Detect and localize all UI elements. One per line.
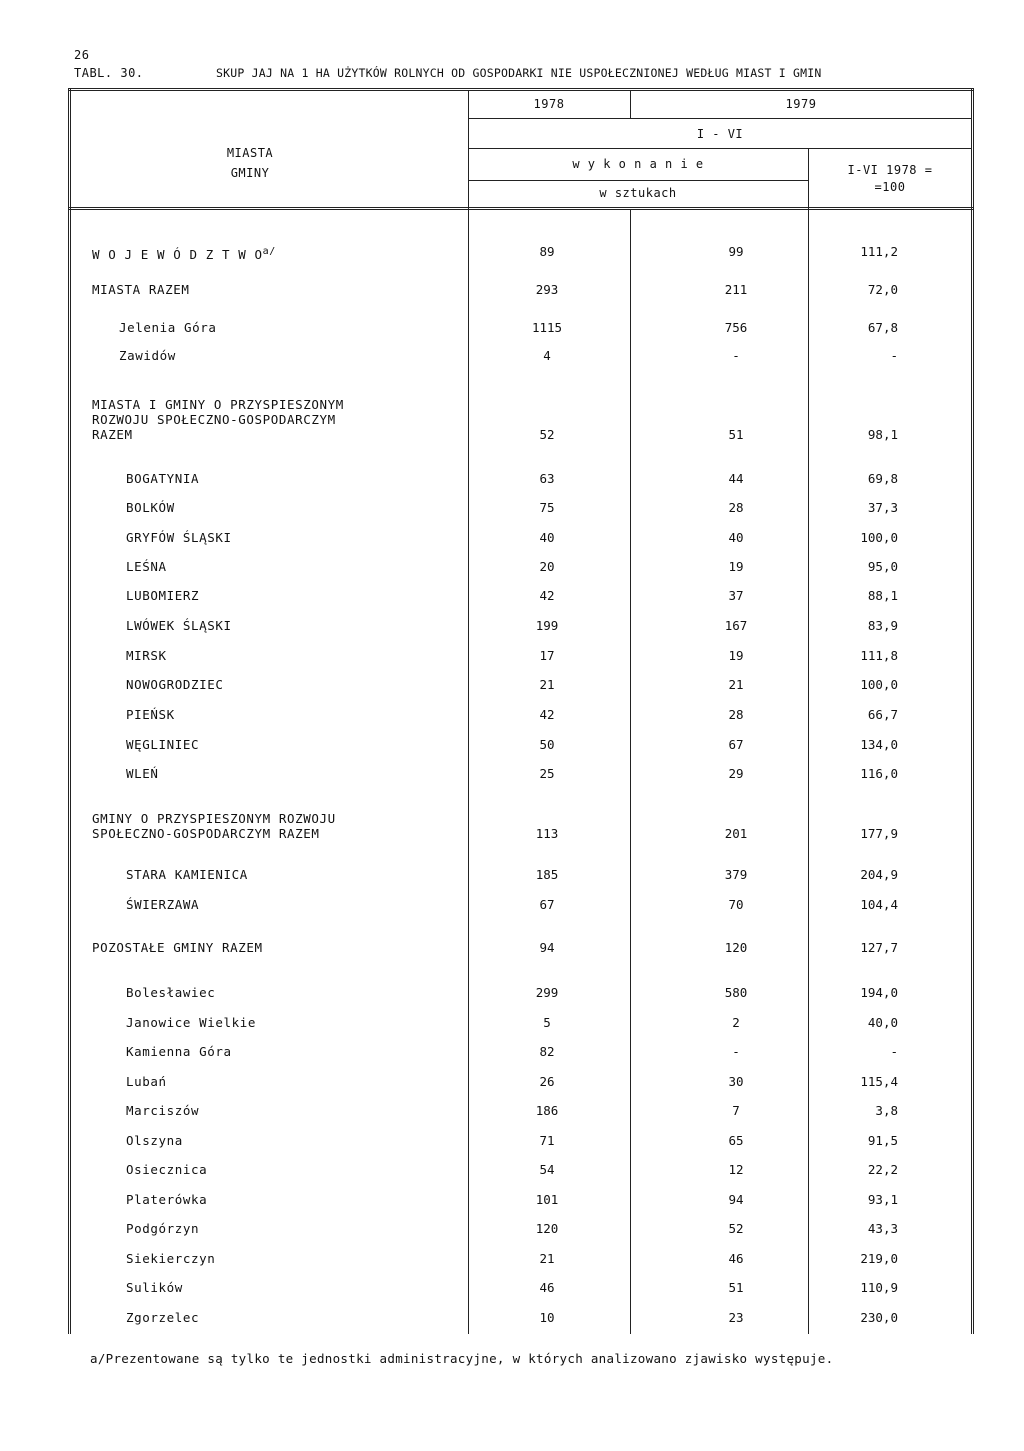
cell-1979: 379 xyxy=(724,867,748,882)
row-name: ŚWIERZAWA xyxy=(126,897,200,912)
cell-1978: 63 xyxy=(539,471,555,486)
unit-header: w sztukach xyxy=(599,186,677,200)
cell-index: 67,8 xyxy=(867,320,898,335)
cell-1979: 99 xyxy=(728,244,744,259)
cell-index: 72,0 xyxy=(867,282,898,297)
year-1978-header: 1978 xyxy=(533,97,565,111)
cell-1978: 17 xyxy=(539,648,555,663)
cell-1978: 42 xyxy=(539,707,555,722)
cell-1979: 12 xyxy=(728,1162,744,1177)
row-name: Zgorzelec xyxy=(126,1310,200,1325)
cell-index: 95,0 xyxy=(867,559,898,574)
cell-1979: 30 xyxy=(728,1074,744,1089)
cell-index: 219,0 xyxy=(860,1251,898,1266)
cell-1979: 167 xyxy=(724,618,748,633)
cell-1978: 75 xyxy=(539,500,555,515)
cell-index: 100,0 xyxy=(860,677,898,692)
cell-index: 110,9 xyxy=(860,1280,898,1295)
row-name: WLEŃ xyxy=(126,766,159,781)
row-name: Platerówka xyxy=(126,1192,208,1207)
row-name: Podgórzyn xyxy=(126,1221,200,1236)
row-name: Bolesławiec xyxy=(126,985,216,1000)
cell-1978: 40 xyxy=(539,530,555,545)
table-title: SKUP JAJ NA 1 HA UŻYTKÓW ROLNYCH OD GOSPODARKI NIE USPOŁECZNIONEJ WEDŁUG MIAST I GMIN xyxy=(216,66,822,80)
cell-1978: 54 xyxy=(539,1162,555,1177)
cell-index: 104,4 xyxy=(860,897,898,912)
row-name: GRYFÓW ŚLĄSKI xyxy=(126,530,232,545)
stub-header: MIASTA GMINY xyxy=(226,146,274,180)
cell-1979: 52 xyxy=(728,1221,744,1236)
cell-1979: 65 xyxy=(728,1133,744,1148)
cell-1979: 201 xyxy=(724,826,748,841)
cell-1978: 293 xyxy=(535,282,559,297)
cell-index: 40,0 xyxy=(867,1015,898,1030)
cell-index: 111,2 xyxy=(860,244,898,259)
row-name: Siekierczyn xyxy=(126,1251,216,1266)
row-name: LWÓWEK ŚLĄSKI xyxy=(126,618,232,633)
row-name: Marciszów xyxy=(126,1103,200,1118)
cell-1979: 7 xyxy=(732,1103,740,1118)
row-name: Osiecznica xyxy=(126,1162,208,1177)
cell-index: 177,9 xyxy=(860,826,898,841)
cell-index: 194,0 xyxy=(860,985,898,1000)
cell-1978: 1115 xyxy=(531,320,563,335)
row-name: BOGATYNIA xyxy=(126,471,200,486)
cell-index: 43,3 xyxy=(867,1221,898,1236)
cell-index: 98,1 xyxy=(867,427,898,442)
cell-1979: 28 xyxy=(728,707,744,722)
page-number: 26 xyxy=(74,48,90,62)
row-name: GMINY O PRZYSPIESZONYM ROZWOJU SPOŁECZNO-GOSPODARCZYM RAZEM xyxy=(92,811,336,841)
cell-1978: 5 xyxy=(543,1015,551,1030)
cell-1979: - xyxy=(732,348,740,363)
cell-index: 204,9 xyxy=(860,867,898,882)
row-name: LUBOMIERZ xyxy=(126,588,200,603)
cell-1979: 46 xyxy=(728,1251,744,1266)
cell-1978: 25 xyxy=(539,766,555,781)
row-name: POZOSTAŁE GMINY RAZEM xyxy=(92,940,263,955)
cell-1978: 42 xyxy=(539,588,555,603)
cell-index: 134,0 xyxy=(860,737,898,752)
index-header-line2: =100 xyxy=(874,180,906,194)
cell-1979: 756 xyxy=(724,320,748,335)
cell-1978: 299 xyxy=(535,985,559,1000)
row-name: MIASTA I GMINY O PRZYSPIESZONYM ROZWOJU SPOŁECZNO-GOSPODARCZYM RAZEM xyxy=(92,397,344,442)
footnote-marker: a/ xyxy=(262,246,276,257)
cell-1978: 185 xyxy=(535,867,559,882)
cell-1978: 94 xyxy=(539,940,555,955)
footnote: a/Prezentowane są tylko te jednostki administracyjne, w których analizowano zjawisko występuje. xyxy=(90,1351,834,1366)
cell-index: 93,1 xyxy=(867,1192,898,1207)
row-name: NOWOGRODZIEC xyxy=(126,677,224,692)
cell-1979: 51 xyxy=(728,427,744,442)
cell-1978: 20 xyxy=(539,559,555,574)
cell-index: 22,2 xyxy=(867,1162,898,1177)
cell-1979: 51 xyxy=(728,1280,744,1295)
row-name: MIASTA RAZEM xyxy=(92,282,190,297)
cell-1978: 52 xyxy=(539,427,555,442)
cell-index: 100,0 xyxy=(860,530,898,545)
row-name: Janowice Wielkie xyxy=(126,1015,257,1030)
cell-index: 66,7 xyxy=(867,707,898,722)
cell-1978: 186 xyxy=(535,1103,559,1118)
wykonanie-header: w y k o n a n i e xyxy=(572,157,704,171)
cell-1978: 89 xyxy=(539,244,555,259)
cell-index: 69,8 xyxy=(867,471,898,486)
cell-1979: 37 xyxy=(728,588,744,603)
cell-1979: 2 xyxy=(732,1015,740,1030)
cell-1978: 120 xyxy=(535,1221,559,1236)
cell-1979: 19 xyxy=(728,559,744,574)
cell-1978: 4 xyxy=(543,348,551,363)
cell-1979: 28 xyxy=(728,500,744,515)
cell-index: 111,8 xyxy=(860,648,898,663)
cell-1979: 211 xyxy=(724,282,748,297)
row-name: WĘGLINIEC xyxy=(126,737,200,752)
cell-1979: 94 xyxy=(728,1192,744,1207)
row-name: Jelenia Góra xyxy=(119,320,217,335)
cell-index: 91,5 xyxy=(867,1133,898,1148)
cell-index: - xyxy=(890,1044,898,1059)
cell-1979: - xyxy=(732,1044,740,1059)
row-name: Zawidów xyxy=(119,348,176,363)
cell-1979: 23 xyxy=(728,1310,744,1325)
row-name: STARA KAMIENICA xyxy=(126,867,248,882)
cell-1978: 26 xyxy=(539,1074,555,1089)
cell-1978: 50 xyxy=(539,737,555,752)
cell-index: 88,1 xyxy=(867,588,898,603)
cell-1978: 46 xyxy=(539,1280,555,1295)
cell-1979: 19 xyxy=(728,648,744,663)
cell-1979: 21 xyxy=(728,677,744,692)
row-name: Lubań xyxy=(126,1074,167,1089)
cell-1978: 21 xyxy=(539,677,555,692)
cell-1978: 10 xyxy=(539,1310,555,1325)
cell-1978: 199 xyxy=(535,618,559,633)
row-name: LEŚNA xyxy=(126,559,167,574)
cell-1979: 29 xyxy=(728,766,744,781)
cell-1979: 580 xyxy=(724,985,748,1000)
row-name: MIRSK xyxy=(126,648,167,663)
row-name: Kamienna Góra xyxy=(126,1044,232,1059)
cell-1979: 40 xyxy=(728,530,744,545)
cell-1979: 67 xyxy=(728,737,744,752)
row-name: Sulików xyxy=(126,1280,183,1295)
cell-index: 3,8 xyxy=(875,1103,898,1118)
row-name: PIEŃSK xyxy=(126,707,175,722)
cell-index: 115,4 xyxy=(860,1074,898,1089)
row-name: W O J E W Ó D Z T W $O^{a/}$ xyxy=(92,246,276,263)
year-1979-header: 1979 xyxy=(785,97,817,111)
cell-1978: 113 xyxy=(535,826,559,841)
cell-index: 230,0 xyxy=(860,1310,898,1325)
row-name: Olszyna xyxy=(126,1133,183,1148)
cell-1979: 44 xyxy=(728,471,744,486)
index-header-line1: I-VI 1978 = xyxy=(847,163,933,177)
cell-1978: 21 xyxy=(539,1251,555,1266)
cell-index: 127,7 xyxy=(860,940,898,955)
cell-1978: 101 xyxy=(535,1192,559,1207)
cell-1978: 67 xyxy=(539,897,555,912)
cell-index: 37,3 xyxy=(867,500,898,515)
period-header: I - VI xyxy=(696,127,744,141)
cell-index: 116,0 xyxy=(860,766,898,781)
cell-1978: 71 xyxy=(539,1133,555,1148)
cell-1978: 82 xyxy=(539,1044,555,1059)
cell-index: 83,9 xyxy=(867,618,898,633)
cell-index: - xyxy=(890,348,898,363)
cell-1979: 120 xyxy=(724,940,748,955)
row-name: BOLKÓW xyxy=(126,500,175,515)
table-label: TABL. 30. xyxy=(74,66,144,80)
cell-1979: 70 xyxy=(728,897,744,912)
